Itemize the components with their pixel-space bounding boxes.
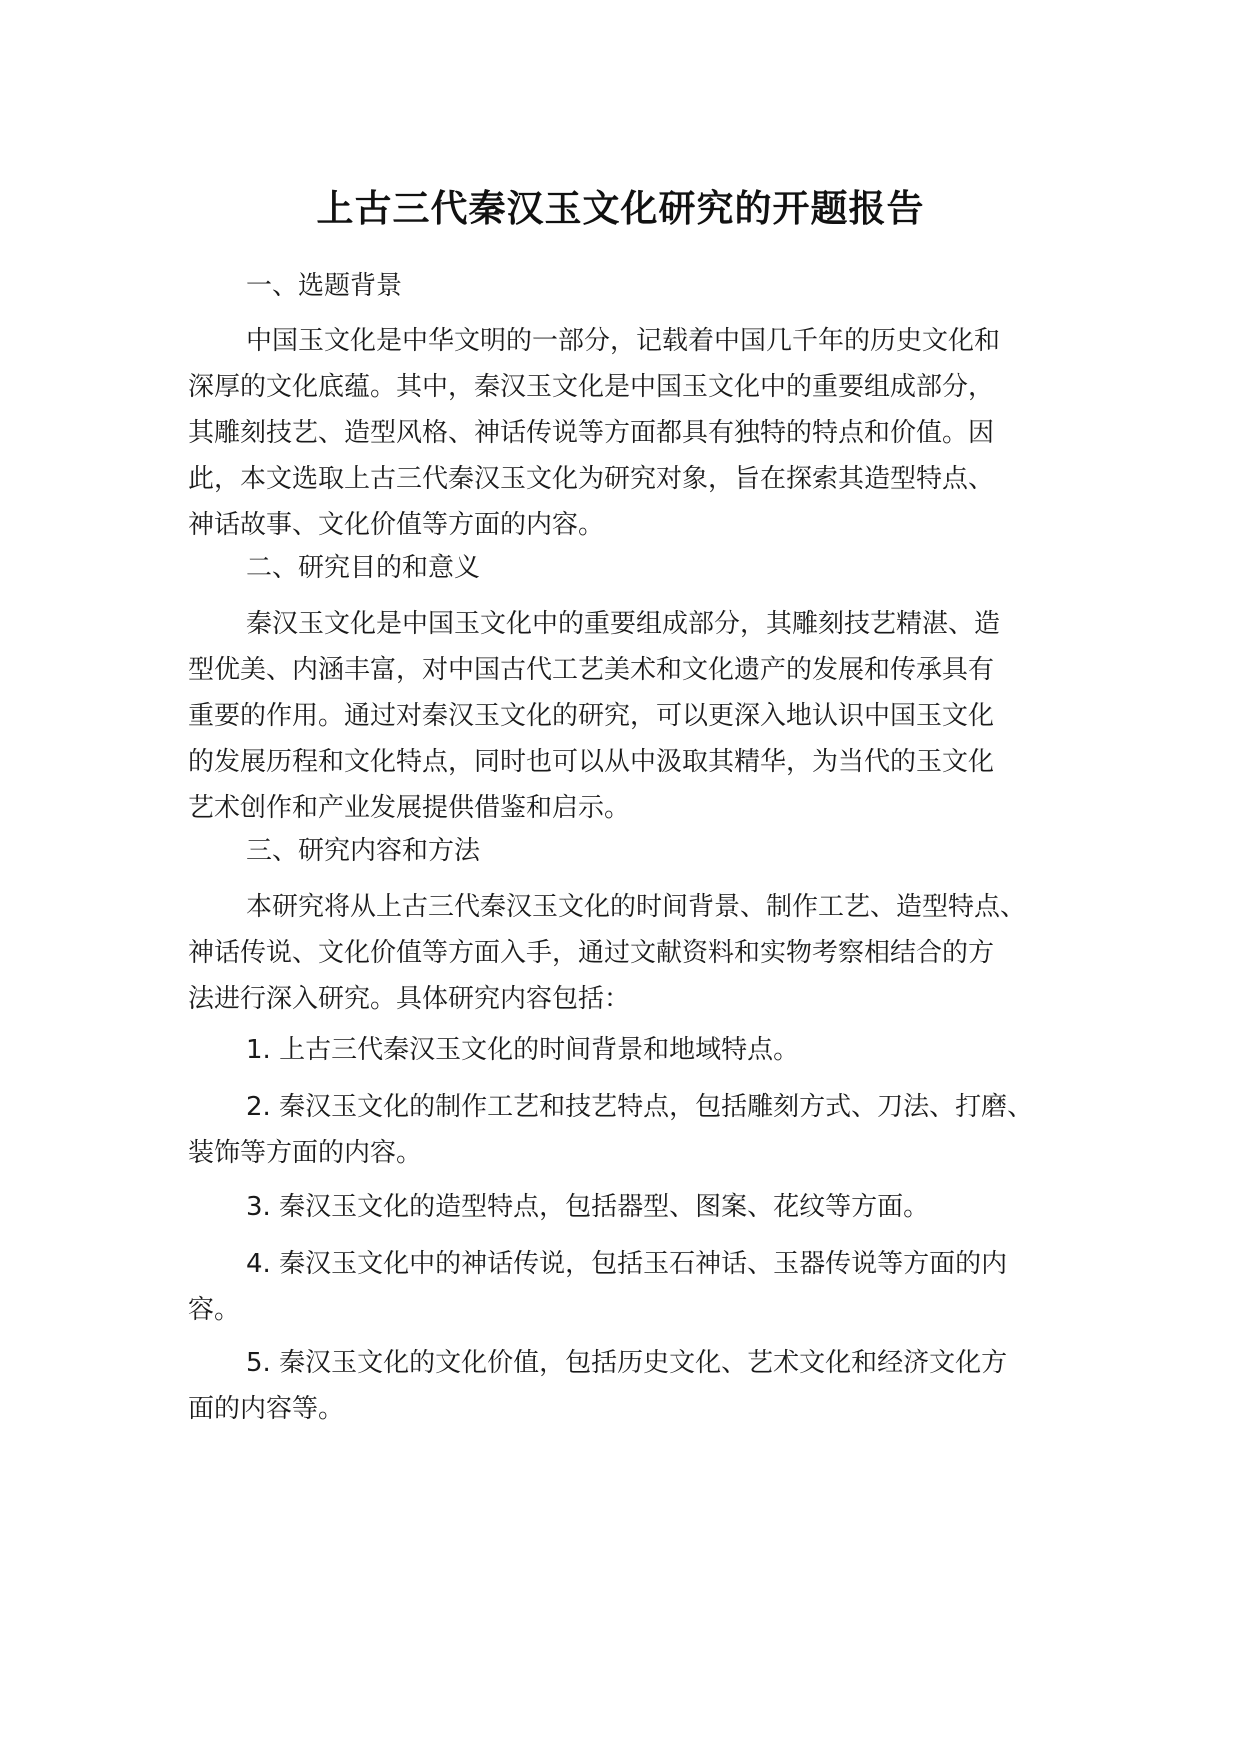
document-title: 上古三代秦汉玉文化研究的开题报告 (316, 187, 925, 230)
list-item-line: 2. 秦汉玉文化的制作工艺和技艺特点，包括雕刻方式、刀法、打磨、 (246, 1092, 1034, 1122)
paragraph-line: 此，本文选取上古三代秦汉玉文化为研究对象，旨在探索其造型特点、 (188, 464, 995, 494)
list-item (188, 1184, 1068, 1230)
list-item (188, 1340, 1068, 1432)
paragraph-line: 神话故事、文化价值等方面的内容。 (188, 510, 605, 540)
list-item-line: 装饰等方面的内容。 (188, 1138, 423, 1168)
section-heading-content: 三、研究内容和方法 (246, 836, 481, 866)
paragraph-line: 其雕刻技艺、造型风格、神话传说等方面都具有独特的特点和价值。因 (188, 418, 995, 448)
list-item (188, 1084, 1068, 1176)
paragraph-background (188, 318, 1068, 548)
paragraph-purpose (188, 601, 1068, 831)
paragraph-line: 中国玉文化是中华文明的一部分，记载着中国几千年的历史文化和 (246, 326, 1001, 356)
section-heading-background: 一、选题背景 (246, 271, 403, 301)
paragraph-line: 的发展历程和文化特点，同时也可以从中汲取其精华，为当代的玉文化 (188, 747, 995, 777)
list-item (188, 1027, 1068, 1073)
list-item-line: 5. 秦汉玉文化的文化价值，包括历史文化、艺术文化和经济文化方 (246, 1348, 1008, 1378)
list-item-line: 容。 (188, 1295, 241, 1325)
paragraph-content (188, 884, 1068, 1022)
paragraph-line: 艺术创作和产业发展提供借鉴和启示。 (188, 793, 631, 823)
paragraph-line: 深厚的文化底蕴。其中，秦汉玉文化是中国玉文化中的重要组成部分， (188, 372, 995, 402)
list-item-line: 面的内容等。 (188, 1394, 345, 1424)
paragraph-line: 法进行深入研究。具体研究内容包括： (188, 984, 631, 1014)
list-item-line: 4. 秦汉玉文化中的神话传说，包括玉石神话、玉器传说等方面的内 (246, 1249, 1008, 1279)
paragraph-line: 本研究将从上古三代秦汉玉文化的时间背景、制作工艺、造型特点、 (246, 892, 1027, 922)
paragraph-line: 重要的作用。通过对秦汉玉文化的研究，可以更深入地认识中国玉文化 (188, 701, 995, 731)
paragraph-line: 神话传说、文化价值等方面入手，通过文献资料和实物考察相结合的方 (188, 938, 995, 968)
list-item-line: 1. 上古三代秦汉玉文化的时间背景和地域特点。 (246, 1035, 800, 1065)
list-item-line: 3. 秦汉玉文化的造型特点，包括器型、图案、花纹等方面。 (246, 1192, 930, 1222)
list-item (188, 1241, 1068, 1333)
paragraph-line: 秦汉玉文化是中国玉文化中的重要组成部分，其雕刻技艺精湛、造 (246, 609, 1001, 639)
paragraph-line: 型优美、内涵丰富，对中国古代工艺美术和文化遗产的发展和传承具有 (188, 655, 995, 685)
section-heading-purpose: 二、研究目的和意义 (246, 553, 481, 583)
